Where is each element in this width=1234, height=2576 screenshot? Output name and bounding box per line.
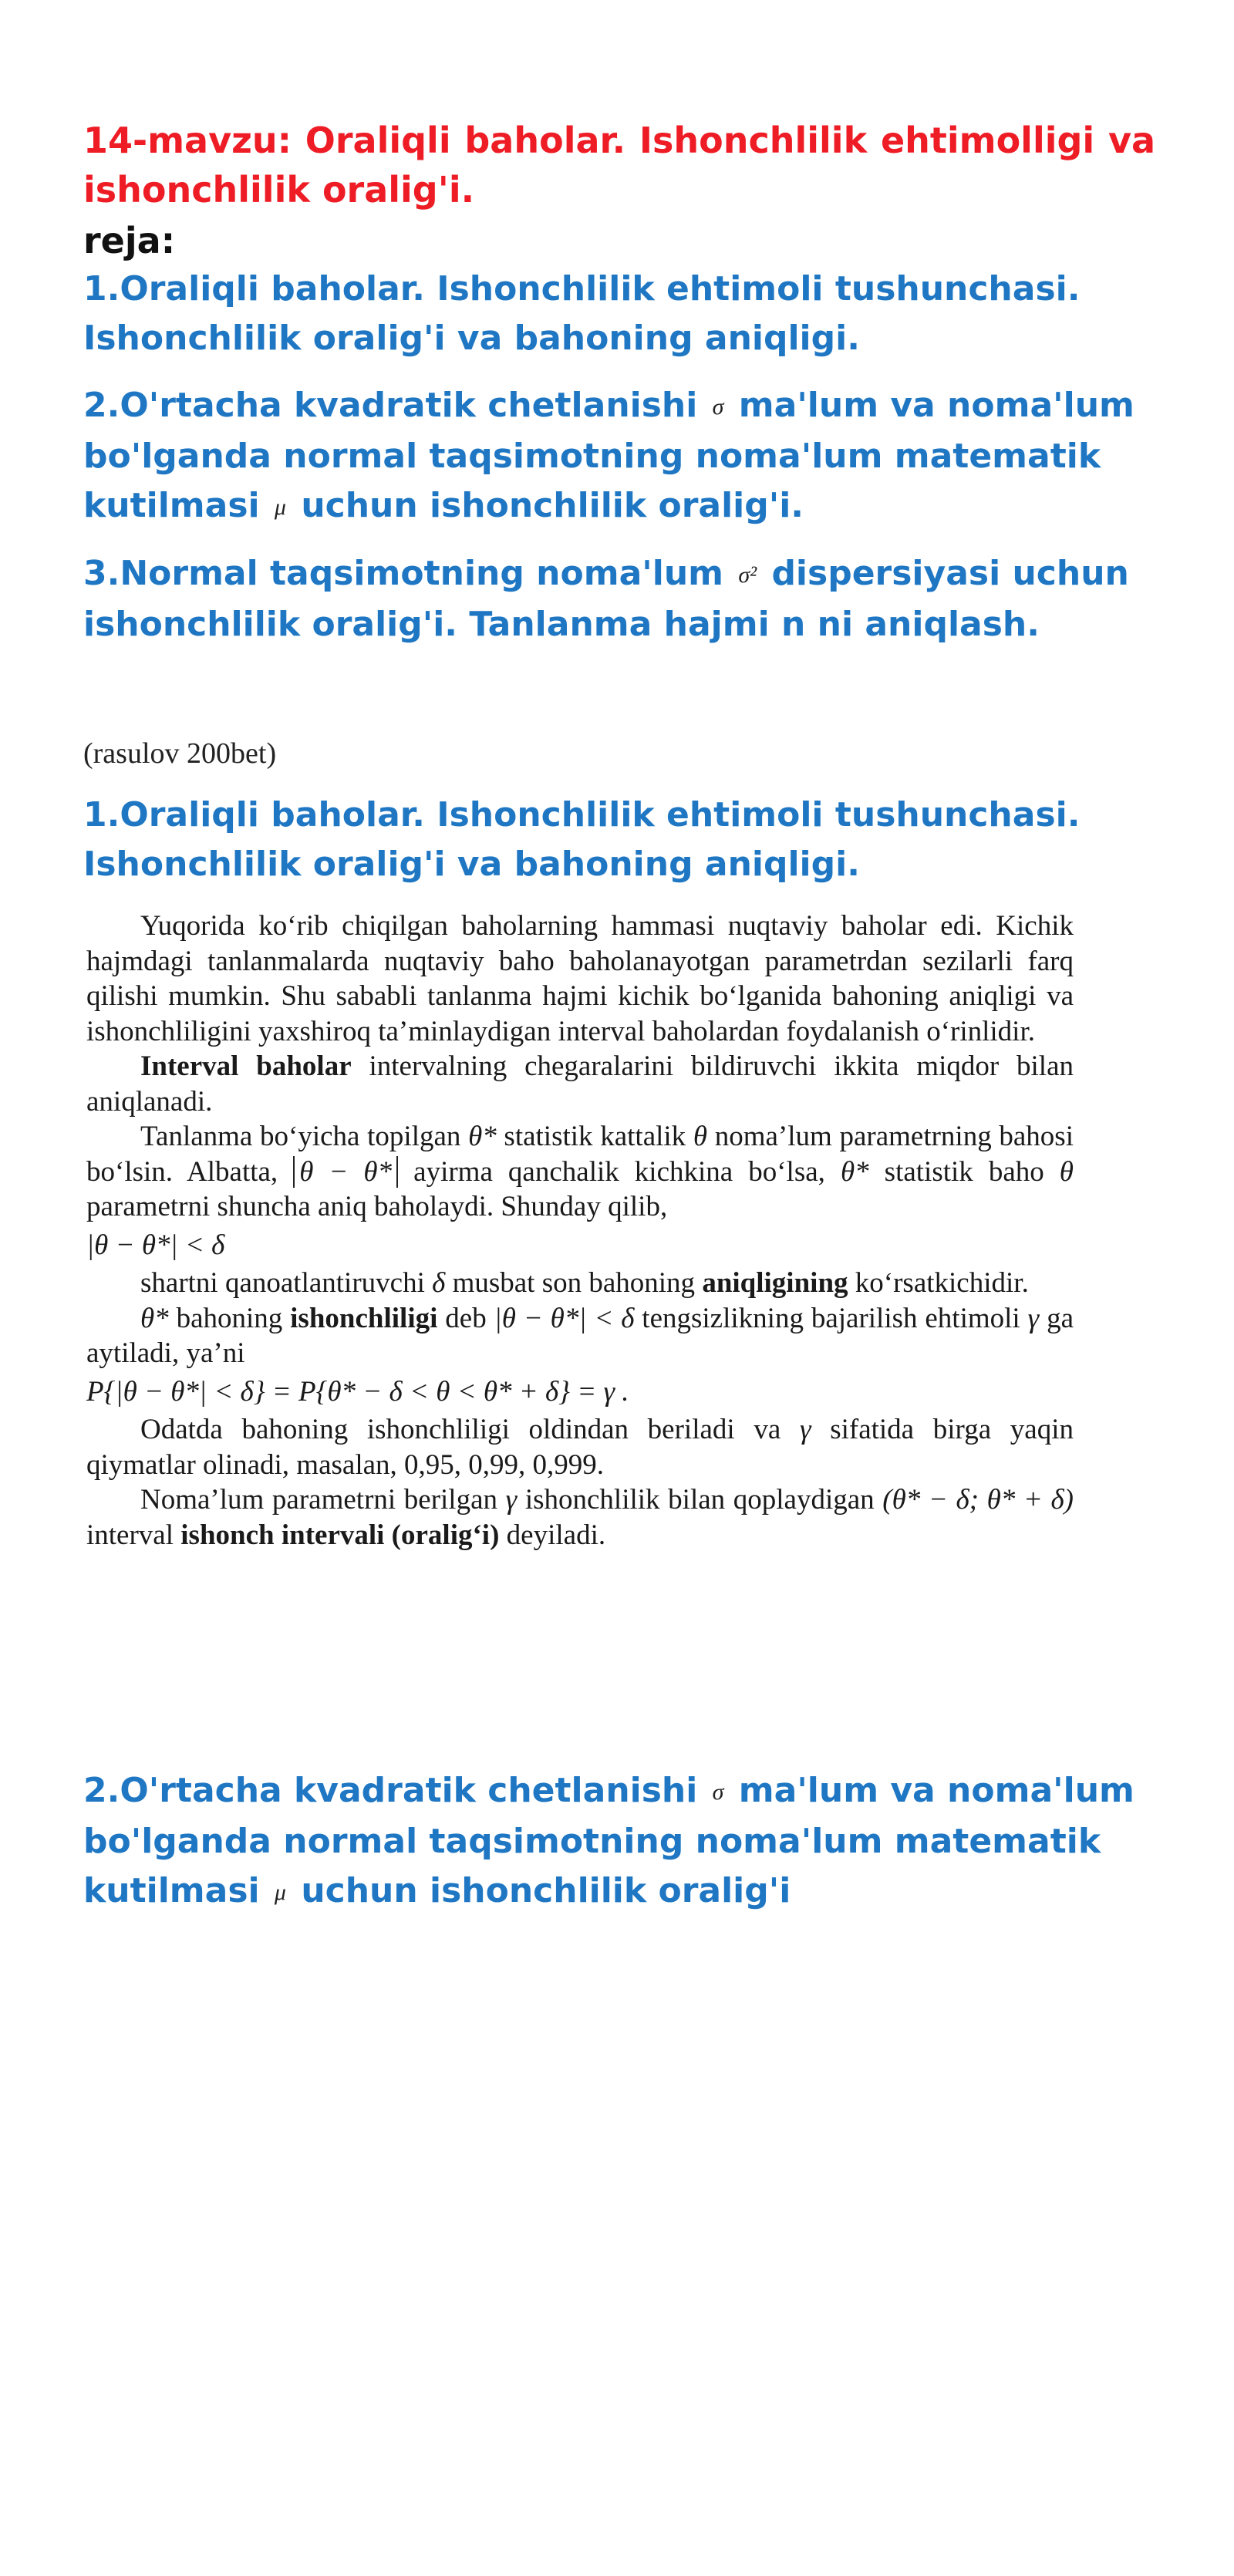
scan-p7-a: Noma’lum parametrni berilgan [140,1484,506,1516]
section-2-heading [83,1766,1178,1917]
interval-estimates-term: Interval baholar [140,1050,352,1082]
scan-p7-c: interval [86,1519,181,1551]
scan-paragraph-1: Yuqorida ko‘rib chiqilgan baholarning hammasi nuqtaviy baholar edi. Kichik hajmdagi tanlanmalarda nuqtaviy baho baholanayotgan parametrdan sezilarli farq qilishi mumkin. Shu sababli tanlanma hajmi kichik bo‘lganida bahoning aniqligi va ishonchliligini yaxshiroq ta’minlaydigan interval baholardan foydalanish o‘rinlidir. [86,910,1074,1047]
scan-paragraph-3 [86,1119,1074,1225]
plan-item-3-line-2: ishonchlilik oralig'i. Tanlanma hajmi n ni aniqlash. [83,605,1040,644]
gamma-symbol: γ [505,1484,518,1516]
scan-p5-e: ga aytiladi, ya’ni [86,1302,1074,1369]
theta-symbol: θ [693,1121,708,1152]
mu-symbol: μ [274,494,286,520]
sigma-symbol: σ [712,1779,724,1805]
topic-title: 14-mavzu: Oraliqli baholar. Ishonchlilik ehtimolligi va ishonchlilik oralig'i. [83,120,1155,211]
plan-item-2-text-a: 2.O'rtacha kvadratik chetlanishi [83,386,698,425]
plan-label: reja: [83,220,176,261]
formula-reliability: P{|θ − θ*| < δ} = P{θ* − δ < θ < θ* + δ} = γ . [86,1375,629,1408]
section-1-line-1: 1.Oraliqli baholar. Ishonchlilik ehtimoli tushunchasi. [83,795,1081,835]
confidence-interval-expr: (θ* − δ; θ* + δ) [882,1484,1074,1516]
scan-p6-b: sifatida birga yaqin qiymatlar olinadi, masalan, 0,95, 0,99, 0,999. [86,1414,1074,1481]
plan-item-2 [83,381,1178,532]
scan-p3-c: noma’lum parametrning bahosi bo‘lsin. Albatta, [86,1121,1074,1188]
theta-star-symbol: θ* [840,1155,869,1188]
delta-symbol: δ [432,1267,446,1299]
plan-item-1-line-2: Ishonchlilik oralig'i va bahoning aniqligi. [83,319,860,358]
scanned-textbook-excerpt [86,909,1074,1757]
gamma-symbol: γ [1027,1302,1040,1334]
section-2-line-1 [83,1766,1178,1817]
source-note: (rasulov 200bet) [83,737,277,770]
plan-item-3 [83,549,1178,649]
plan-item-3-line-1 [83,549,1178,600]
plan-item-3-text-a: 3.Normal taqsimotning noma'lum [83,554,723,593]
sigma-squared-symbol: σ² [738,562,757,588]
theta-star-symbol: θ* [140,1302,169,1334]
scan-p7-d: deyiladi. [499,1519,606,1551]
section-2-text-c: kutilmasi [83,1871,260,1910]
mu-symbol: μ [274,1880,286,1905]
theta-symbol: θ [1059,1155,1074,1188]
theta-star-symbol: θ* [468,1121,497,1152]
confidence-interval-term: ishonch intervali (oralig‘i) [180,1519,500,1551]
section-2-line-2: bo'lganda normal taqsimotning noma'lum matematik [83,1822,1101,1861]
scan-p7-b: ishonchlilik bilan qoplaydigan [517,1484,883,1516]
scan-paragraph-6 [86,1412,1074,1482]
scan-p6-a: Odatda bahoning ishonchliligi oldindan beriladi va [140,1414,800,1445]
plan-item-2-text-c: kutilmasi [83,486,260,525]
scan-p4-a: shartni qanoatlantiruvchi [140,1267,433,1299]
precision-inequality: |θ − θ*| < δ [494,1302,635,1334]
scan-p3-d: ayirma qanchalik kichkina bo‘lsa, [398,1155,841,1188]
scan-p3-e: statistik baho [868,1155,1060,1188]
plan-item-2-line-2: bo'lganda normal taqsimotning noma'lum matematik [83,437,1101,476]
plan-item-2-text-b: ma'lum va noma'lum [738,386,1135,425]
formula-precision: |θ − θ*| < δ [86,1229,225,1261]
plan-item-3-text-b: dispersiyasi uchun [771,554,1129,593]
scan-p4-b: musbat son bahoning [445,1267,703,1299]
section-2-text-d: uchun ishonchlilik oralig'i [301,1871,791,1910]
scan-p5-b: bahoning [168,1302,291,1334]
gamma-symbol: γ [799,1414,811,1445]
scan-paragraph-4 [86,1266,1074,1301]
section-2-line-3 [83,1866,1178,1917]
section-2-text-b: ma'lum va noma'lum [738,1771,1135,1810]
precision-term: aniqligining [702,1267,848,1299]
plan-item-2-text-d: uchun ishonchlilik oralig'i. [301,486,804,525]
plan-item-1-line-1: 1.Oraliqli baholar. Ishonchlilik ehtimoli tushunchasi. [83,269,1081,309]
scan-paragraph-2 [86,1049,1074,1119]
plan-item-1 [83,265,1178,363]
scan-p5-d: tengsizlikning bajarilish ehtimoli [634,1302,1028,1334]
plan-item-2-line-3 [83,481,1178,532]
scan-p4-c: ko‘rsatkichidir. [848,1267,1029,1299]
scan-p3-f: parametrni shuncha aniq baholaydi. Shunday qilib, [86,1191,668,1222]
plan-item-2-line-1 [83,381,1178,432]
scan-paragraph-7 [86,1482,1074,1553]
abs-difference-expr: θ − θ* [293,1156,398,1188]
scan-p3-b: statistik kattalik [496,1121,693,1152]
section-1-heading [83,791,1178,889]
section-2-text-a: 2.O'rtacha kvadratik chetlanishi [83,1771,698,1810]
scan-paragraph-5 [86,1301,1074,1371]
scan-paragraph-2-text: intervalning chegaralarini bildiruvchi ikkita miqdor bilan aniqlanadi. [86,1050,1074,1118]
scan-p3-a: Tanlanma bo‘yicha topilgan [140,1121,469,1152]
reliability-term: ishonchliligi [290,1302,438,1334]
sigma-symbol: σ [712,394,724,420]
section-1-line-2: Ishonchlilik oralig'i va bahoning aniqligi. [83,845,860,884]
scan-p5-c: deb [437,1302,494,1334]
